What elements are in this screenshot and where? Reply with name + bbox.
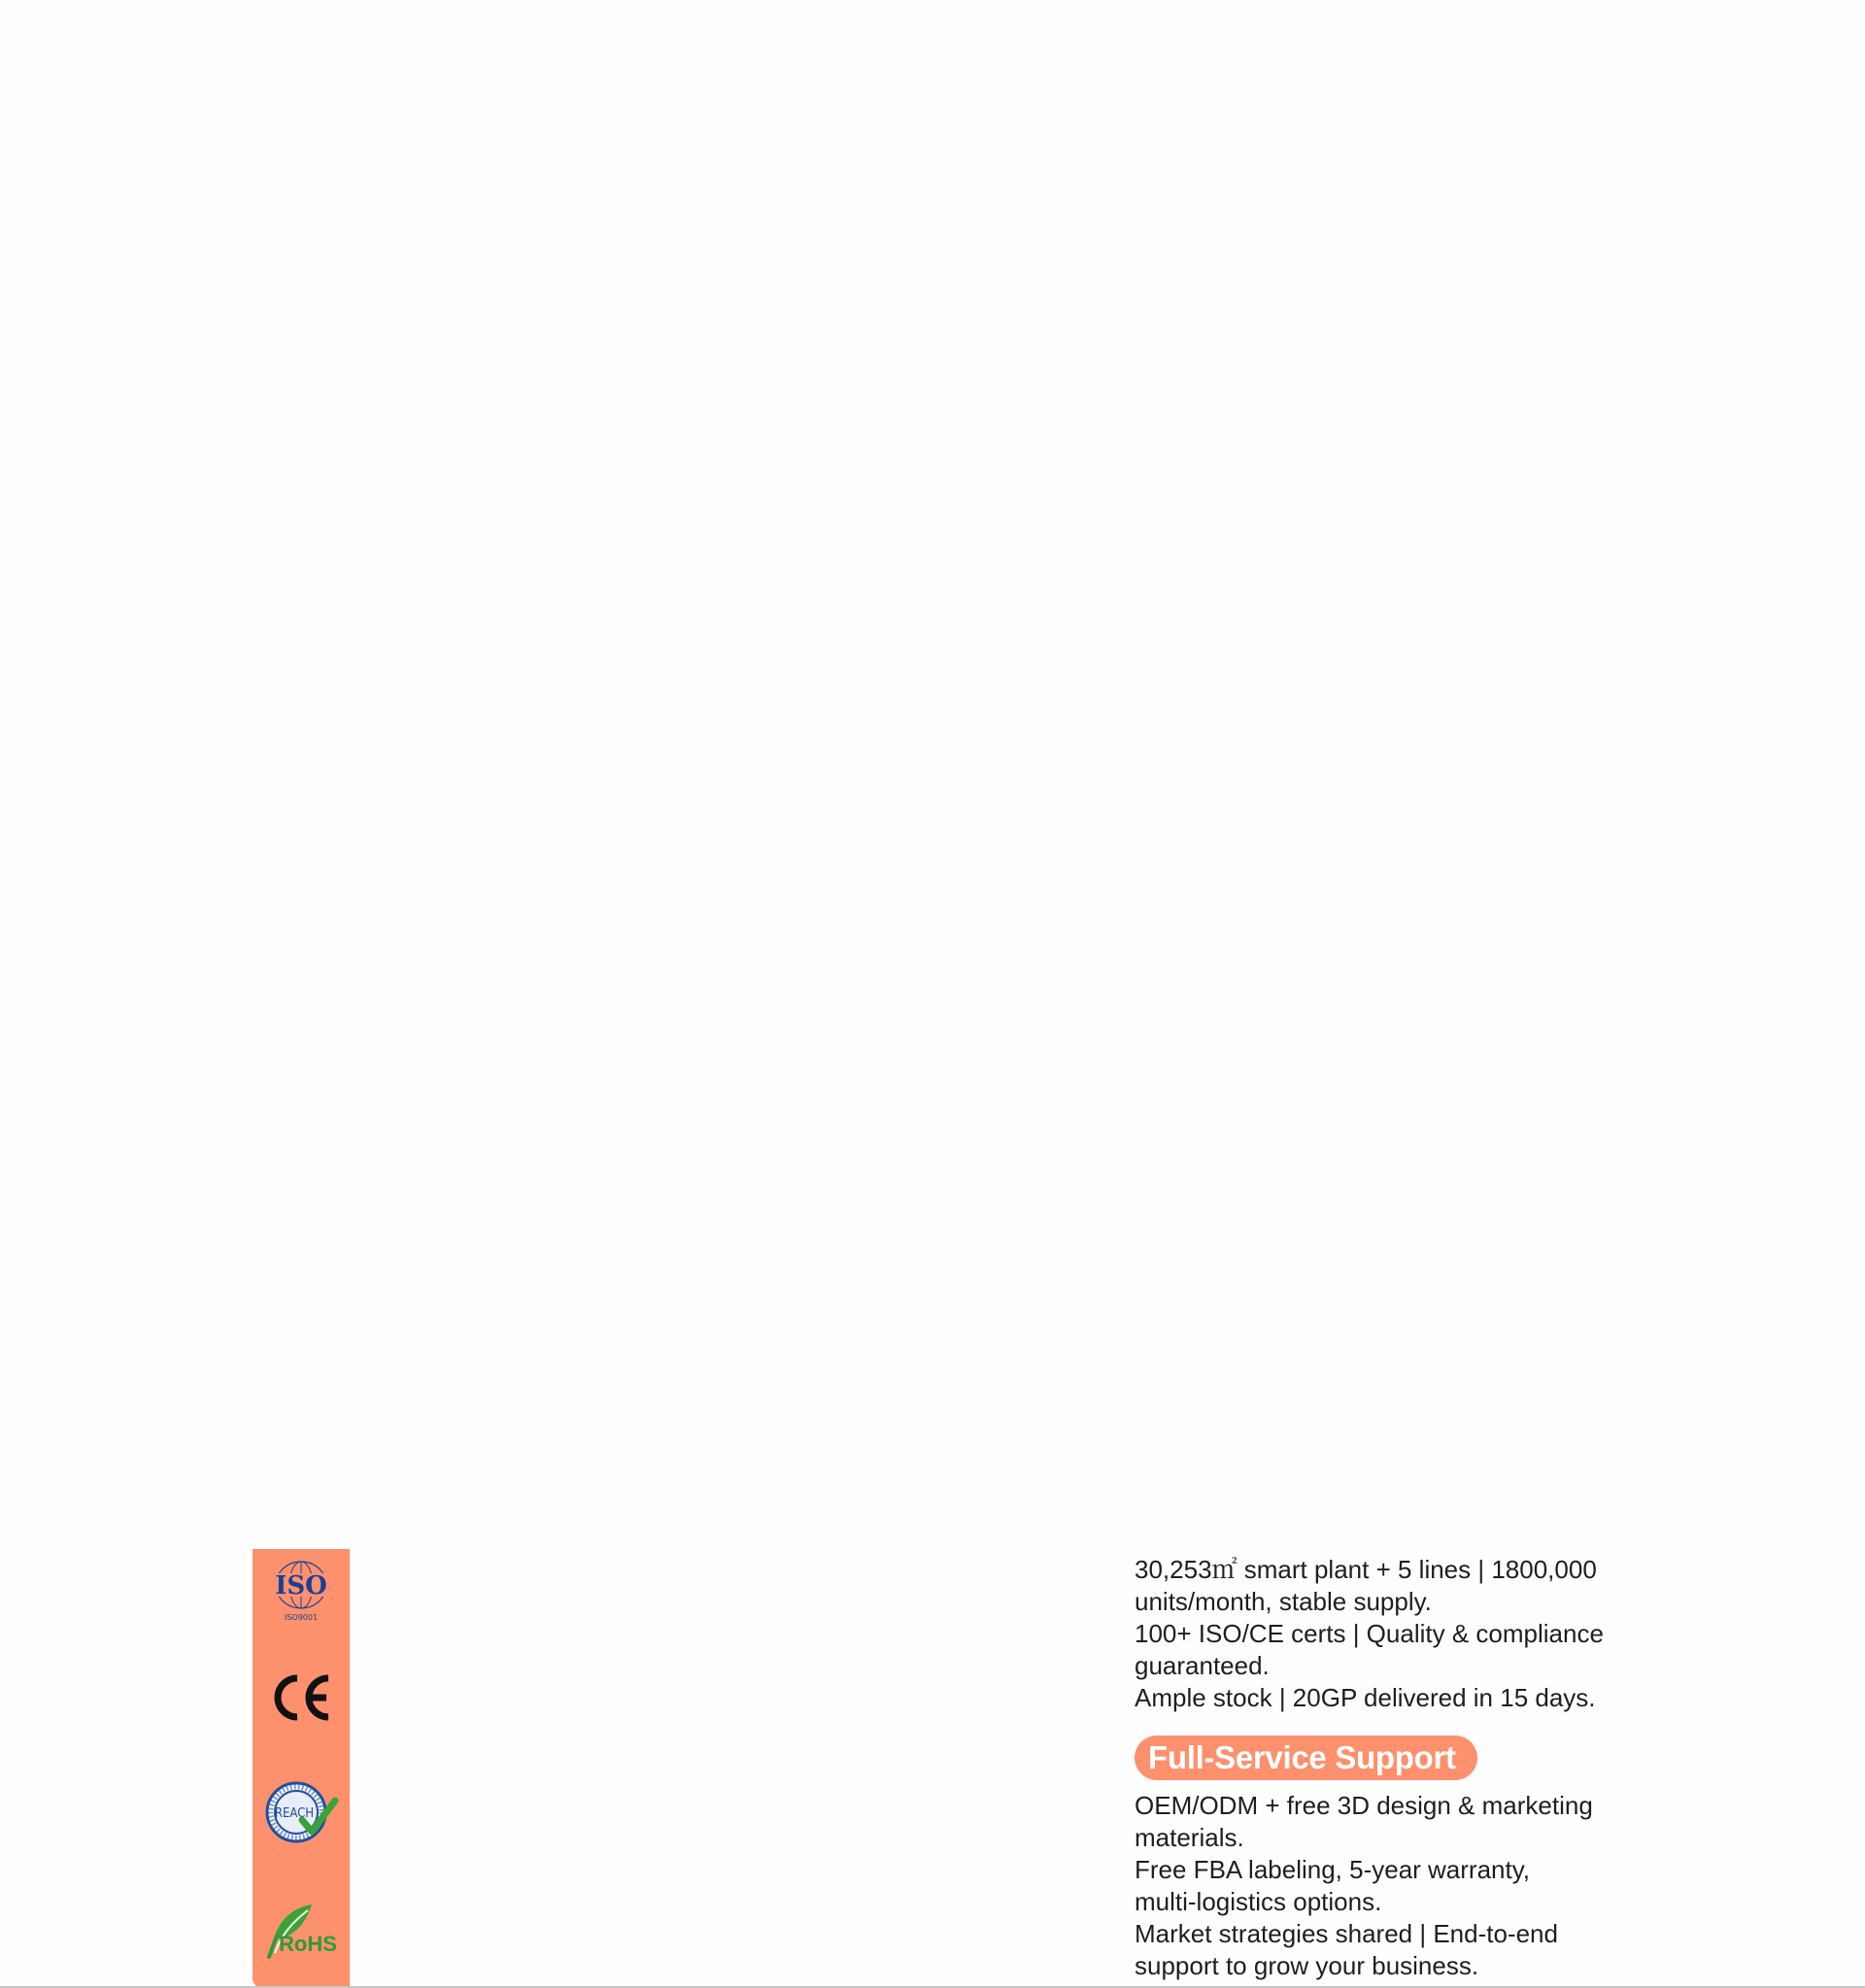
- iso-logo-caption: ISO9001: [284, 1613, 319, 1622]
- manufacturing-line-1: 30,253㎡ smart plant + 5 lines | 1800,000: [1135, 1555, 1597, 1584]
- ce-mark-icon: [262, 1664, 340, 1732]
- iso-logo-icon: [262, 1557, 340, 1625]
- manufacturing-line-3: 100+ ISO/CE certs | Quality & compliance: [1135, 1619, 1604, 1648]
- support-line-4: multi-logistics options.: [1135, 1887, 1382, 1916]
- support-block: [1135, 1790, 1640, 1982]
- manufacturing-line-4: guaranteed.: [1135, 1651, 1270, 1680]
- rohs-logo-label: RoHS: [279, 1932, 337, 1956]
- support-line-3: Free FBA labeling, 5-year warranty,: [1135, 1855, 1531, 1884]
- iso-logo-title: ISO: [275, 1571, 327, 1601]
- certification-strip: [253, 1549, 350, 1988]
- support-line-2: materials.: [1135, 1823, 1244, 1852]
- reach-compliant-icon: [262, 1775, 340, 1853]
- support-line-5: Market strategies shared | End-to-end: [1135, 1919, 1558, 1948]
- full-service-support-badge: Full-Service Support: [1135, 1735, 1477, 1780]
- manufacturing-block: [1135, 1554, 1640, 1714]
- manufacturing-line-2: units/month, stable supply.: [1135, 1587, 1432, 1616]
- support-line-6: support to grow your business.: [1135, 1951, 1479, 1980]
- support-line-1: OEM/ODM + free 3D design & marketing: [1135, 1791, 1593, 1820]
- reach-logo-label: REACH: [274, 1806, 315, 1821]
- rohs-leaf-icon: [262, 1889, 340, 1967]
- manufacturing-line-5: Ample stock | 20GP delivered in 15 days.: [1135, 1683, 1596, 1712]
- benefits-column: [1135, 1554, 1640, 1982]
